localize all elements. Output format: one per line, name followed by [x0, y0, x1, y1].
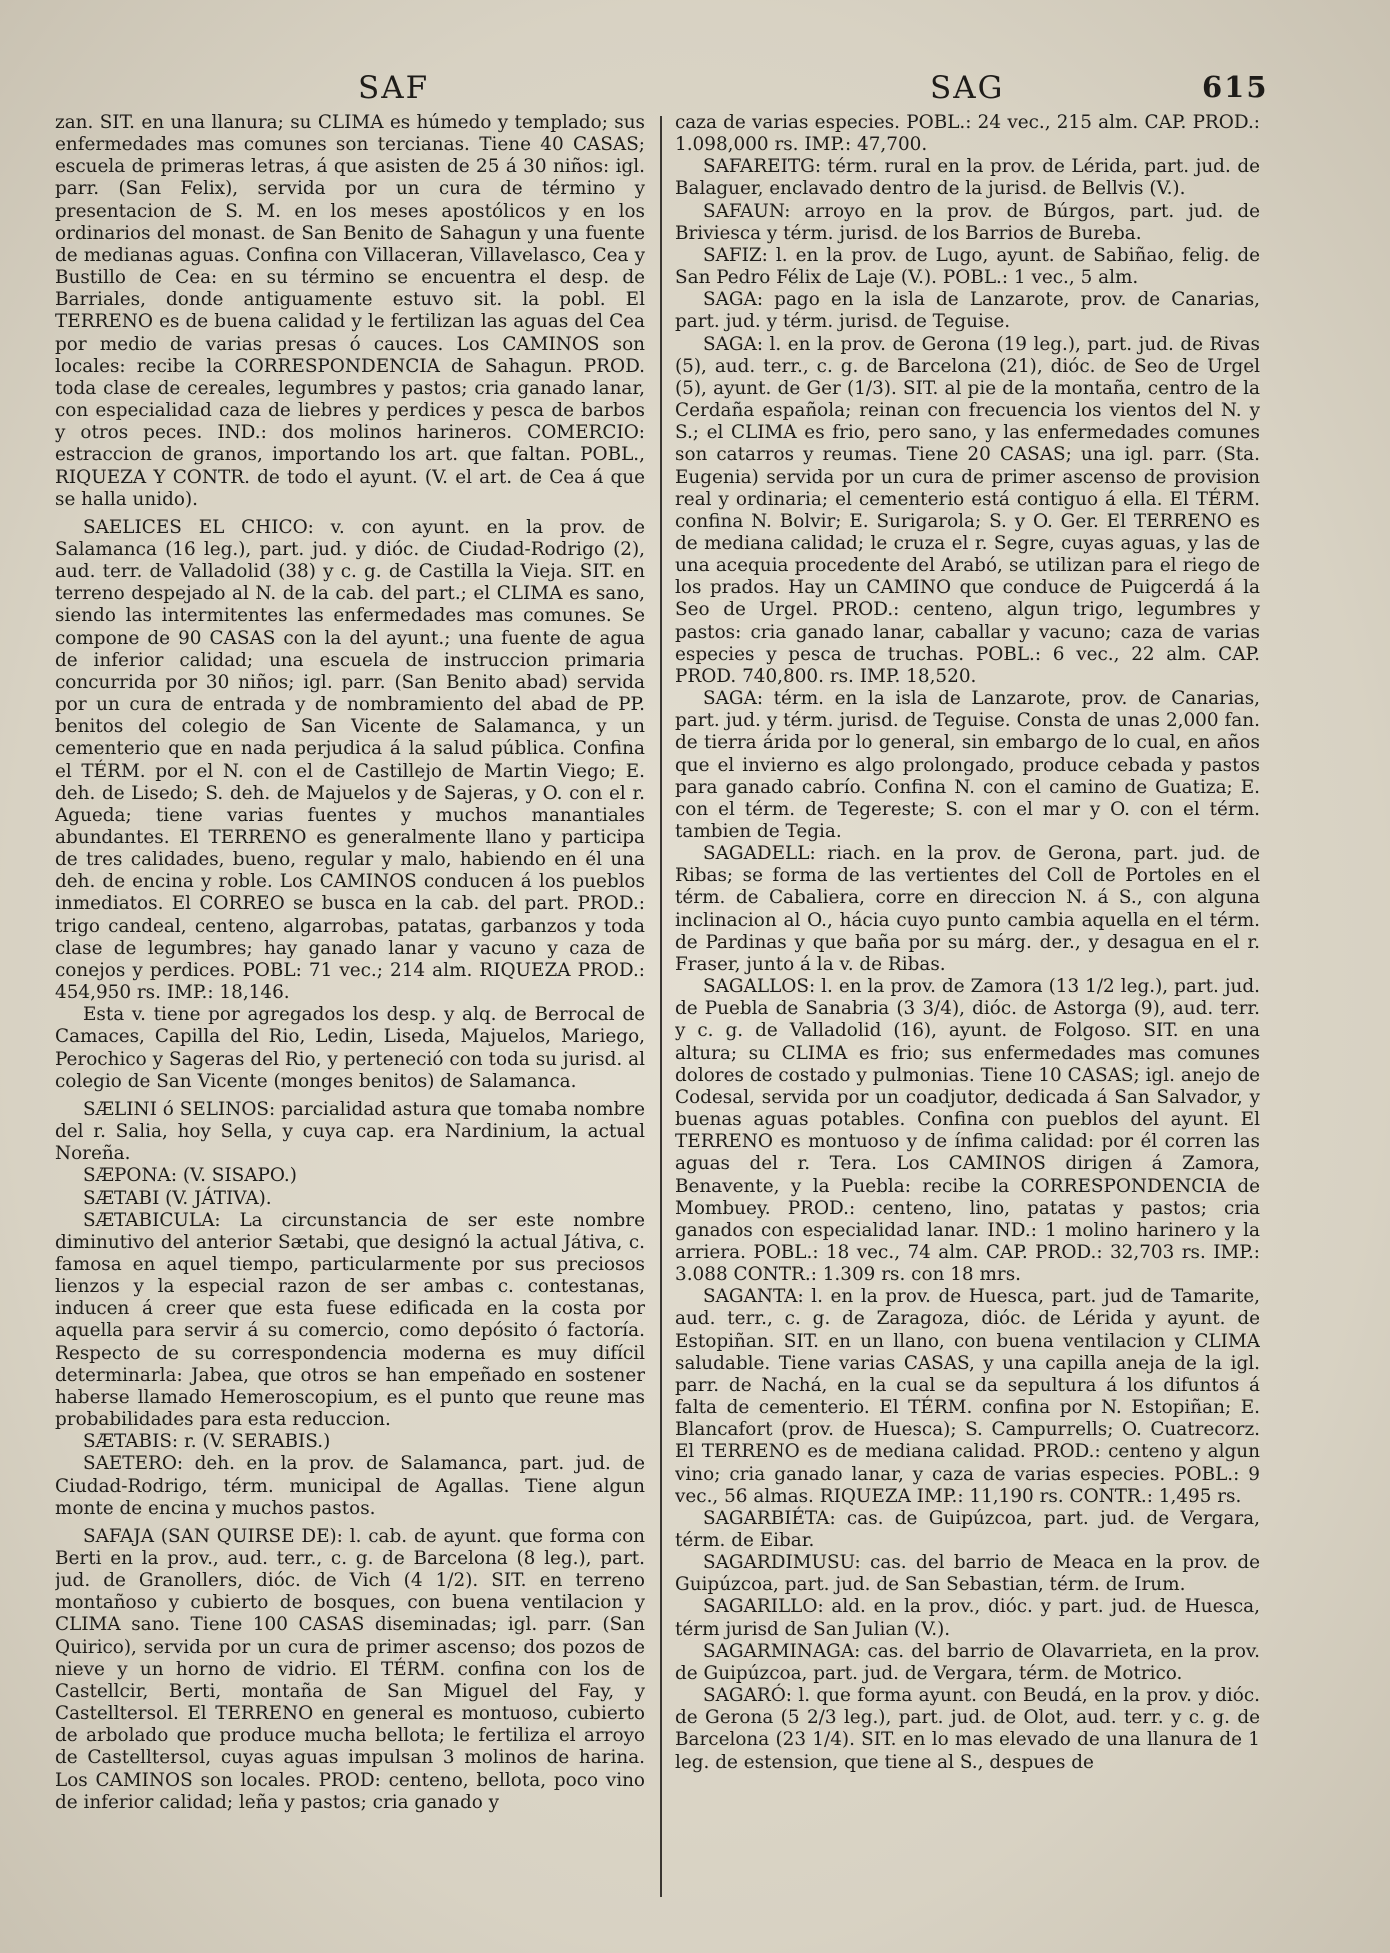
entry-paragraph: SÆTABI (V. JÁTIVA). — [83, 1187, 272, 1209]
entry-paragraph: SAGA: térm. en la isla de Lanzarote, prov. de Canarias, part. jud. y térm. jurisd. de Teguise. Consta de unas 2,000 fan. de tierra árida por lo general, sin embargo de lo cual, en años que el invierno es algo prolongado, produce cebada y pastos para ganado cabrío. Confina N. con el camino de Guatiza; E. con el térm. de Tegereste; S. con el mar y O. con el térm. tambien de Tegia. — [675, 688, 1260, 842]
entry-paragraph: SAGANTA: l. en la prov. de Huesca, part. jud de Tamarite, aud. terr., c. g. de Zaragoza, dióc. de Lérida y ayunt. de Estopiñan. SIT. en un llano, con buena ventilacion y CLIMA saludable. Tiene varias CASAS, y una capilla aneja de la igl. parr. de Nachá, en la cual se da sepultura á los difuntos á falta de cementerio. El TÉRM. confina por N. Estopiñan; E. Blancafort (prov. de Huesca); S. Campurrells; O. Cuatrecorz. El TERRENO es de mediana calidad. PROD.: centeno y algun vino; cria ganado lanar, y caza de varias especies. POBL.: 9 vec., 56 almas. RIQUEZA IMP.: 11,190 rs. CONTR.: 1,495 rs. — [675, 1286, 1260, 1507]
entry-paragraph: caza de varias especies. POBL.: 24 vec., 215 alm. CAP. PROD.: 1.098,000 rs. IMP.: 47,700. — [675, 112, 1260, 156]
entry-paragraph: SAFIZ: l. en la prov. de Lugo, ayunt. de Sabiñao, felig. de San Pedro Félix de Laje (V.). POBL.: 1 vec., 5 alm. — [675, 244, 1260, 289]
entry-paragraph: SAETERO: deh. en la prov. de Salamanca, part. jud. de Ciudad-Rodrigo, térm. municipal de Agallas. Tiene algun monte de encina y muchos pastos. — [55, 1453, 645, 1519]
entry-paragraph: Esta v. tiene por agregados los desp. y alq. de Berrocal de Camaces, Capilla del Rio, Ledin, Liseda, Majuelos, Mariego, Perochico y Sageras del Rio, y perteneció con toda su jurisd. al colegio de San Vicente (monges benitos) de Salamanca. — [55, 1004, 645, 1092]
entry-paragraph: SAGARILLO: ald. en la prov., dióc. y part. jud. de Huesca, térm jurisd de San Julian (V.). — [675, 1596, 1260, 1640]
entry-paragraph: SAGALLOS: l. en la prov. de Zamora (13 1/2 leg.), part. jud. de Puebla de Sanabria (3 3/4), dióc. de Astorga (9), aud. terr. y c. g. de Valladolid (16), ayunt. de Folgoso. SIT. en una altura; su CLIMA es frio; sus enfermedades mas comunes dolores de costado y pulmonias. Tiene 10 CASAS; igl. anejo de Codesal, servida por un coadjutor, dedicada á San Salvador, y buenas aguas potables. Confina con pueblos del ayunt. El TERRENO es montuoso y de ínfima calidad: por él corren las aguas del r. Tera. Los CAMINOS dirigen á Zamora, Benavente, y la Puebla: recibe la CORRESPONDENCIA de Mombuey. PROD.: centeno, lino, patatas y pastos; cria ganados con especialidad lanar. IND.: 1 molino harinero y la arriera. POBL.: 18 vec., 74 alm. CAP. PROD.: 32,703 rs. IMP.: 3.088 CONTR.: 1.309 rs. con 18 mrs. — [675, 976, 1260, 1286]
entry-paragraph: SAGARDIMUSU: cas. del barrio de Meaca en la prov. de Guipúzcoa, part. jud. de San Sebastian, térm. de Irum. — [675, 1552, 1260, 1596]
entry-paragraph: SAFAREITG: térm. rural en la prov. de Lérida, part. jud. de Balaguer, enclavado dentro de la jurisd. de Bellvis (V.). — [675, 156, 1260, 200]
entry-paragraph: SAELICES EL CHICO: v. con ayunt. en la prov. de Salamanca (16 leg.), part. jud. y dióc. de Ciudad-Rodrigo (2), aud. terr. de Valladolid (38) y c. g. de Castilla la Vieja. SIT. en terreno despejado al N. de la cab. del part.; el CLIMA es sano, siendo las intermitentes las enfermedades mas comunes. Se compone de 90 CASAS con la del ayunt.; una fuente de agua de inferior calidad; una escuela de instruccion primaria concurrida por 30 niños; igl. parr. (San Benito abad) servida por un cura de entrada y de nombramiento del abad de PP. benitos del colegio de San Vicente de Salamanca, y un cementerio que en nada perjudica á la salud pública. Confina el TÉRM. por el N. con el de Castillejo de Martin Viego; E. deh. de Lisedo; S. deh. de Majuelos y de Sajeras, y O. con el r. Agueda; tiene varias fuentes y muchos manantiales abundantes. El TERRENO es generalmente llano y participa de tres calidades, bueno, regular y malo, habiendo en él una deh. de encina y roble. Los CAMINOS conducen á los pueblos inmediatos. El CORREO se busca en la cab. del part. PROD.: trigo candeal, centeno, algarrobas, patatas, garbanzos y toda clase de legumbres; hay ganado lanar y vacuno y caza de conejos y perdices. POBL: 71 vec.; 214 alm. RIQUEZA PROD.: 454,950 rs. IMP.: 18,146. — [55, 516, 645, 1004]
entry-paragraph: SAGA: l. en la prov. de Gerona (19 leg.), part. jud. de Rivas (5), aud. terr., c. g. de Barcelona (21), dióc. de Seo de Urgel (5), ayunt. de Ger (1/3). SIT. al pie de la montaña, centro de la Cerdaña española; reinan con frecuencia los vientos del N. y S.; el CLIMA es frio, pero sano, y las enfermedades comunes son catarros y reumas. Tiene 20 CASAS; una igl. parr. (Sta. Eugenia) servida por un cura de primer ascenso de provision real y ordinaria; el cementerio está contiguo á ella. El TÉRM. confina N. Bolvir; E. Surigarola; S. y O. Ger. El TERRENO es de mediana calidad; le cruza el r. Segre, cuyas aguas, y las de una acequia procedente del Arabó, se utilizan para el riego de los prados. Hay un CAMINO que conduce de Puigcerdá á la Seo de Urgel. PROD.: centeno, algun trigo, legumbres y pastos: cria ganado lanar, caballar y vacuno; caza de varias especies y pesca de truchas. POBL.: 6 vec., 22 alm. CAP. PROD. 740,800. rs. IMP. 18,520. — [675, 333, 1260, 687]
right-column — [675, 112, 1260, 1902]
entry-paragraph: SAFAUN: arroyo en la prov. de Búrgos, part. jud. de Briviesca y térm. jurisd. de los Barrios de Bureba. — [675, 200, 1260, 244]
entry-paragraph: SAGA: pago en la isla de Lanzarote, prov. de Canarias, part. jud. y térm. jurisd. de Teguise. — [675, 289, 1260, 333]
entry-paragraph: SAGARÓ: l. que forma ayunt. con Beudá, en la prov. y dióc. de Gerona (5 2/3 leg.), part. jud. de Olot, aud. terr. y c. g. de Barcelona (23 1/4). SIT. en lo mas elevado de una llanura de 1 leg. de estension, que tiene al S., despues de — [675, 1685, 1260, 1773]
left-column — [55, 112, 645, 1902]
column-divider — [660, 116, 662, 1897]
entry-paragraph: zan. SIT. en una llanura; su CLIMA es húmedo y templado; sus enfermedades mas comunes son tercianas. Tiene 40 CASAS; escuela de primeras letras, á que asisten de 25 á 30 niños: igl. parr. (San Felix), servida por un cura de término y presentacion de S. M. en los meses apostólicos y en los ordinarios del monast. de San Benito de Sahagun y una fuente de medianas aguas. Confina con Villaceran, Villavelasco, Cea y Bustillo de Cea: en su término se encuentra el desp. de Barriales, donde antiguamente estuvo sit. la pobl. El TERRENO es de buena calidad y le fertilizan las aguas del Cea por medio de varias presas ó cauces. Los CAMINOS son locales: recibe la CORRESPONDENCIA de Sahagun. PROD. toda clase de cereales, legumbres y pastos; cria ganado lanar, con especialidad caza de liebres y perdices y pesca de barbos y otros peces. IND.: dos molinos harineros. COMERCIO: estraccion de granos, importando los art. que faltan. POBL., RIQUEZA Y CONTR. de todo el ayunt. (V. el art. de Cea á que se halla unido). — [55, 112, 645, 510]
entry-paragraph: SAGARMINAGA: cas. del barrio de Olavarrieta, en la prov. de Guipúzcoa, part. jud. de Vergara, térm. de Motrico. — [675, 1640, 1260, 1684]
entry-paragraph: SAGADELL: riach. en la prov. de Gerona, part. jud. de Ribas; se forma de las vertientes del Coll de Portoles en el térm. de Cabaliera, corre en direccion N. á S., con alguna inclinacion al O., hácia cuyo punto cambia aquella en el térm. de Pardinas y que baña por su márg. der., y desagua en el r. Fraser, junto á la v. de Ribas. — [675, 843, 1260, 975]
entry-paragraph: SÆPONA: (V. SISAPO.) — [83, 1165, 297, 1187]
entry-paragraph: SAGARBIÉTA: cas. de Guipúzcoa, part. jud. de Vergara, térm. de Eibar. — [675, 1507, 1260, 1551]
entry-paragraph: SÆTABICULA: La circunstancia de ser este nombre diminutivo del anterior Sætabi, que designó la actual Játiva, c. famosa en aquel tiempo, particularmente por sus preciosos lienzos y la especial razon de ser ambas c. contestanas, inducen á creer que esta fuese edificada en la costa por aquella para servir á su comercio, como depósito ó factoría. Respecto de su correspondencia moderna es muy difícil determinarla: Jabea, que otros se han empeñado en sostener haberse llamado Hemeroscopium, es el punto que reune mas probabilidades para esta reduccion. — [55, 1209, 645, 1431]
entry-paragraph: SÆTABIS: r. (V. SERABIS.) — [83, 1431, 331, 1453]
entry-paragraph: SÆLINI ó SELINOS: parcialidad astura que tomaba nombre del r. Salia, hoy Sella, y cuya cap. era Nardinium, la actual Noreña. — [55, 1098, 645, 1165]
page-number: 615 — [1202, 70, 1269, 104]
entry-paragraph: SAFAJA (SAN QUIRSE DE): l. cab. de ayunt. que forma con Berti en la prov., aud. terr., c. g. de Barcelona (8 leg.), part. jud. de Granollers, dióc. de Vich (4 1/2). SIT. en terreno montañoso y cubierto de bosques, con buena ventilacion y CLIMA sano. Tiene 100 CASAS diseminadas; igl. parr. (San Quirico), servida por un cura de primer ascenso; dos pozos de nieve y un horno de vidrio. El TÉRM. confina con los de Castellcir, Berti, montaña de San Miguel del Fay, y Castelltersol. El TERRENO en general es montuoso, cubierto de arbolado que produce mucha bellota; le fertiliza el arroyo de Castelltersol, cuyas aguas impulsan 3 molinos de harina. Los CAMINOS son locales. PROD: centeno, bellota, poco vino de inferior calidad; leña y pastos; cria ganado y — [55, 1525, 645, 1813]
header-left-keyword: SAF — [358, 70, 430, 106]
header-right-keyword: SAG — [930, 70, 1005, 106]
